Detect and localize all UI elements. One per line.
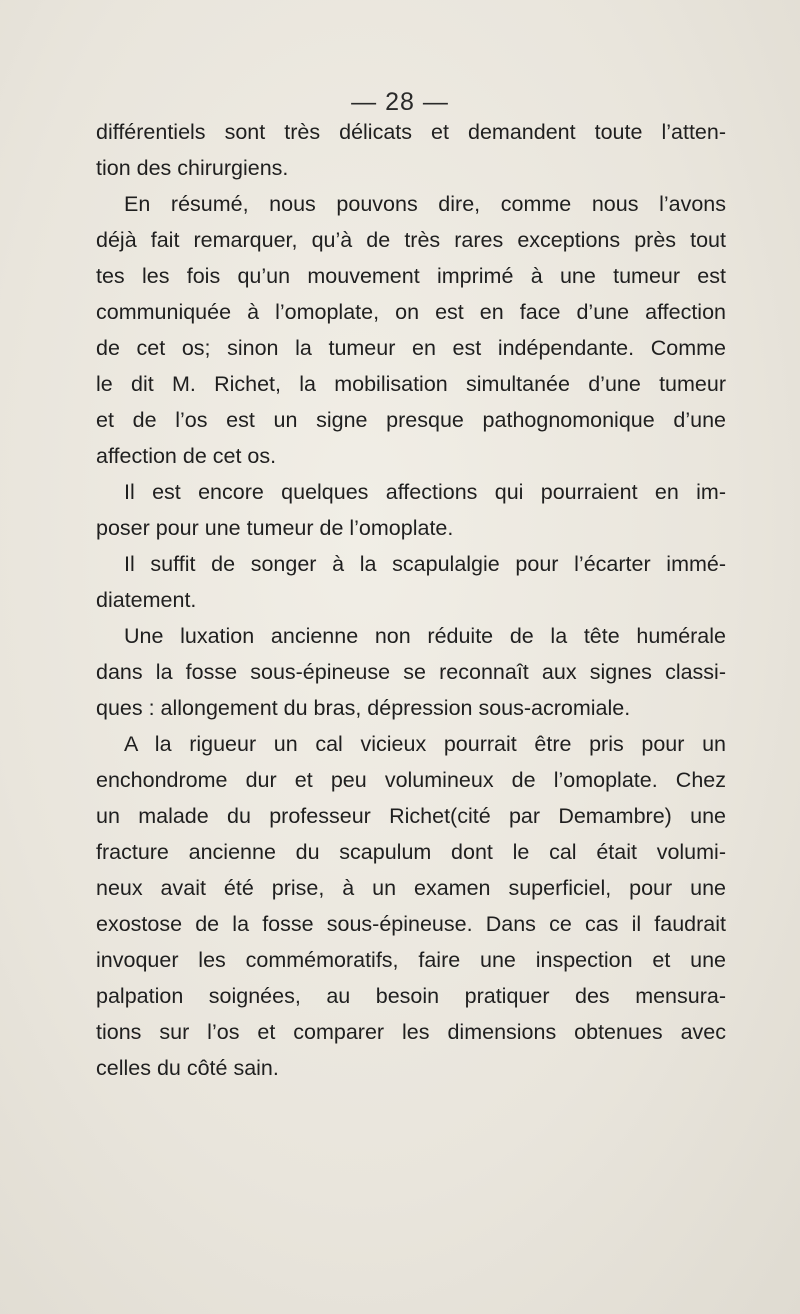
text-line: diatement. <box>96 588 197 612</box>
text-line: tion des chirurgiens. <box>96 156 289 180</box>
text-line: neux avait été prise, à un examen superficiel, pour une <box>96 876 726 900</box>
text-line: Une luxation ancienne non réduite de la tête humérale <box>124 624 726 648</box>
text-line: tes les fois qu’un mouvement imprimé à une tumeur est <box>96 264 726 288</box>
text-line: un malade du professeur Richet(cité par Demambre) une <box>96 804 726 828</box>
paragraph <box>96 618 726 726</box>
text-line: invoquer les commémoratifs, faire une inspection et une <box>96 948 726 972</box>
paragraph <box>96 114 726 186</box>
text-line: tions sur l’os et comparer les dimensions obtenues avec <box>96 1020 726 1044</box>
text-line: affection de cet os. <box>96 444 277 468</box>
paragraph <box>96 726 726 1086</box>
text-line: exostose de la fosse sous-épineuse. Dans ce cas il faudrait <box>96 912 726 936</box>
text-line: différentiels sont très délicats et demandent toute l’atten- <box>96 120 726 144</box>
text-line: communiquée à l’omoplate, on est en face d’une affection <box>96 300 726 324</box>
paragraph <box>96 474 726 546</box>
text-line: Il est encore quelques affections qui pourraient en im- <box>124 480 726 504</box>
text-line: dans la fosse sous-épineuse se reconnaît aux signes classi- <box>96 660 726 684</box>
text-line: déjà fait remarquer, qu’à de très rares exceptions près tout <box>96 228 726 252</box>
text-line: Il suffit de songer à la scapulalgie pour l’écarter immé- <box>124 552 726 576</box>
page-number: — 28 — <box>351 88 449 116</box>
text-line: ques : allongement du bras, dépression sous-acromiale. <box>96 696 631 720</box>
paragraph <box>96 186 726 474</box>
text-line: fracture ancienne du scapulum dont le cal était volumi- <box>96 840 726 864</box>
paragraph <box>96 546 726 618</box>
text-line: le dit M. Richet, la mobilisation simultanée d’une tumeur <box>96 372 726 396</box>
text-line: poser pour une tumeur de l’omoplate. <box>96 516 454 540</box>
text-line: de cet os; sinon la tumeur en est indépendante. Comme <box>96 336 726 360</box>
text-line: A la rigueur un cal vicieux pourrait être pris pour un <box>124 732 726 756</box>
text-line: et de l’os est un signe presque pathognomonique d’une <box>96 408 726 432</box>
text-line: palpation soignées, au besoin pratiquer des mensura- <box>96 984 726 1008</box>
text-line: celles du côté sain. <box>96 1056 279 1080</box>
text-line: En résumé, nous pouvons dire, comme nous l’avons <box>124 192 726 216</box>
body-text <box>96 114 726 1086</box>
text-line: enchondrome dur et peu volumineux de l’omoplate. Chez <box>96 768 726 792</box>
